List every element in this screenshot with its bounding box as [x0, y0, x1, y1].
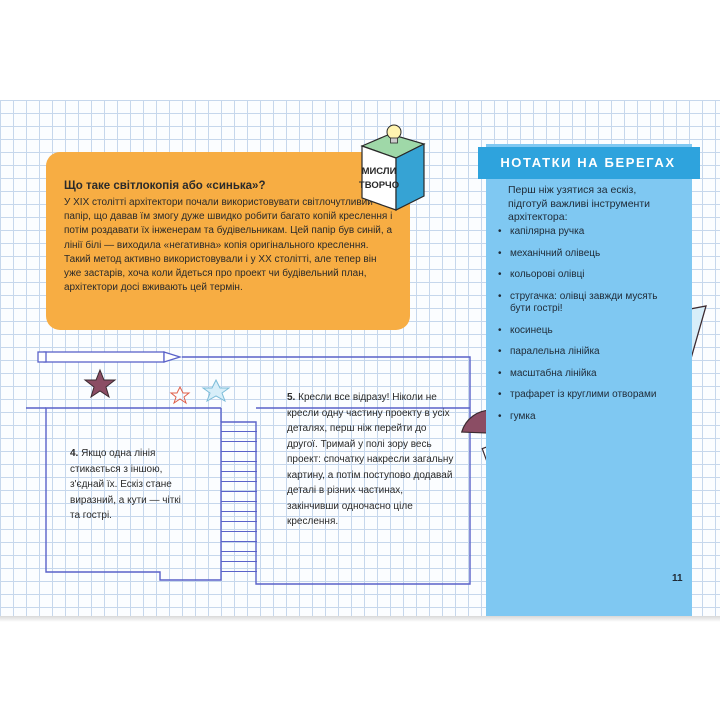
- bullet: •: [498, 367, 502, 379]
- tip-4-text: Якщо одна лінія стикається з іншою, з'єднай їх. Ескіз стане виразний, а кути — чіткі та гострі.: [70, 448, 181, 521]
- page-shadow: [0, 616, 720, 622]
- tip-4-number: 4.: [70, 448, 79, 459]
- tip-5: [287, 390, 457, 530]
- list-item: • стругачка: олівці завжди мусять бути гострі!: [498, 290, 658, 314]
- pencil-icon: [38, 352, 180, 362]
- stair-step: [221, 442, 257, 452]
- info-box-title: Що таке світлокопія або «синька»?: [64, 180, 266, 192]
- list-item: • масштабна лінійка: [498, 367, 597, 379]
- page-number: 11: [672, 573, 683, 584]
- stair-step: [221, 462, 257, 472]
- staircase: [221, 422, 257, 580]
- cube-label-line2: ТВОРЧО: [358, 180, 400, 191]
- bullet: •: [498, 410, 502, 422]
- stair-step: [221, 542, 257, 552]
- info-box-text: У XIX столітті архітектори почали використовувати світлочутливий папір, що давав їм змогу дуже швидко робити багато копій креслення і потім роздавати їх інженерам та будівельникам. Цей папір був синій, а лінії білі — виходила «негативна» копія оригінального креслення. Такий метод активно використовували і у XX столітті, але тепер він уже застарів, хоча коли йдеться про проект чи будівельний план, архітектори досі вживають цей термін.: [64, 197, 393, 294]
- bullet: •: [498, 389, 502, 400]
- stair-step: [221, 502, 257, 512]
- list-item: • механічний олівець: [498, 247, 601, 259]
- list-item: • кольорові олівці: [498, 269, 585, 280]
- tip-4: [70, 446, 190, 524]
- list-item: • капілярна ручка: [498, 226, 585, 237]
- cube-label-line1: МИСЛИ: [361, 166, 397, 177]
- tip-5-text: Кресли все відразу! Ніколи не кресли одну частину проекту в усіх деталях, перш ніж перейти до другої. Тримай у полі зору весь проект: спочатку накресли загальну картину, а потім поступово додавай деталі в різних частинах, закінчивши одночасно ціле креслення.: [287, 392, 454, 527]
- sidebar-title: НОТАТКИ НА БЕРЕГАХ: [500, 155, 676, 170]
- stair-step: [221, 532, 257, 542]
- think-creatively-cube: [344, 124, 436, 216]
- star-icon: [85, 370, 229, 403]
- list-item: • косинець: [498, 324, 553, 336]
- stair-step: [221, 512, 257, 522]
- stair-step: [221, 522, 257, 532]
- stair-step: [221, 482, 257, 492]
- bullet: •: [498, 247, 502, 259]
- list-item: • паралельна лінійка: [498, 346, 600, 357]
- list-item: • трафарет із круглими отворами: [498, 389, 657, 400]
- stair-step: [221, 562, 257, 572]
- bullet: •: [498, 226, 502, 237]
- bullet: •: [498, 324, 502, 336]
- tip-5-number: 5.: [287, 392, 296, 403]
- bullet: •: [498, 290, 502, 302]
- stair-step: [221, 432, 257, 442]
- stair-step: [221, 552, 257, 562]
- stair-step: [221, 452, 257, 462]
- book-page: [0, 100, 720, 616]
- bullet: •: [498, 346, 502, 357]
- bullet: •: [498, 269, 502, 280]
- list-item: • гумка: [498, 410, 536, 422]
- stair-step: [221, 492, 257, 502]
- sidebar-intro: Перш ніж узятися за ескіз, підготуй важливі інструменти архітектора:: [508, 184, 651, 223]
- stair-step: [221, 422, 257, 432]
- stair-step: [221, 472, 257, 482]
- tool-list: [498, 226, 668, 432]
